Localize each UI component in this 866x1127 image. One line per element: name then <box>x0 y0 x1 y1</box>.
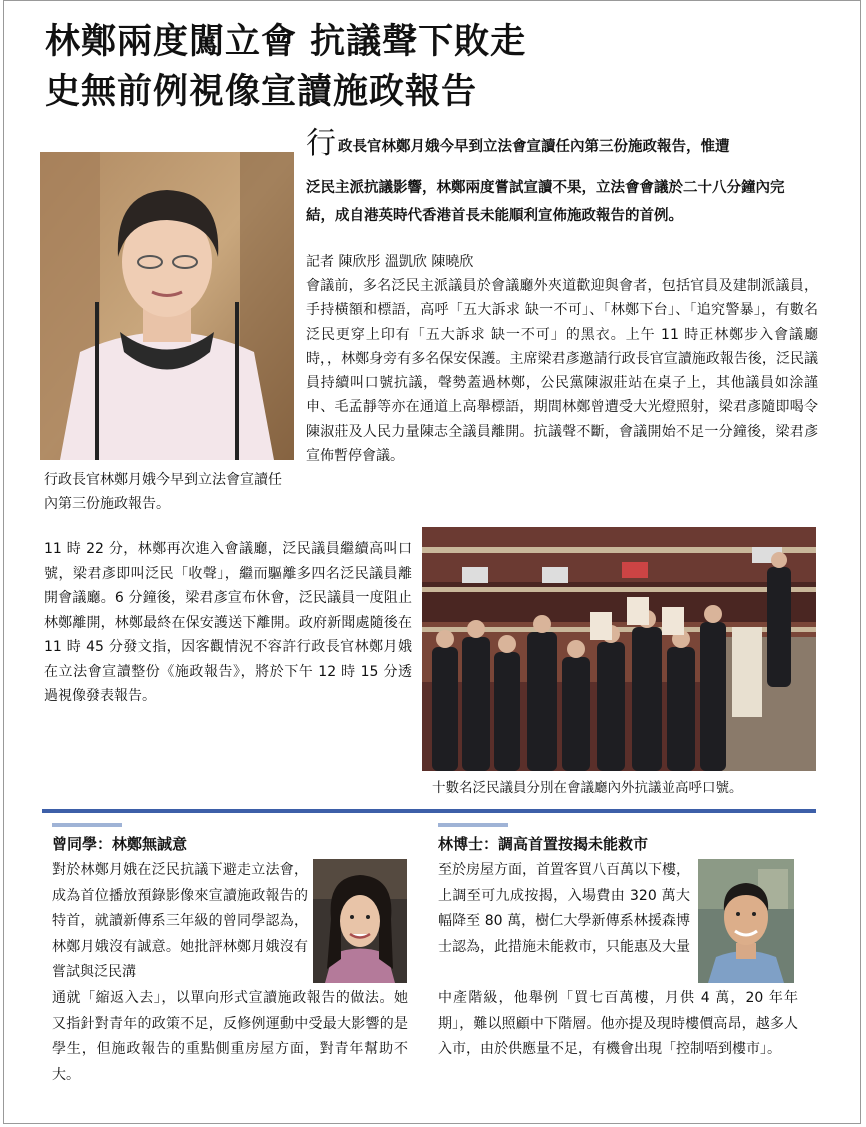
lead-line-1 <box>306 126 816 161</box>
lead-paragraph: 泛民主派抗議影響，林鄭兩度嘗試宣讀不果，立法會會議於二十八分鐘內完結，成自港英時代香港首長未能順利宣佈施政報告的首例。 <box>306 180 785 224</box>
right-column-tab <box>438 823 508 827</box>
body-paragraph-1: 會議前，多名泛民主派議員於會議廳外夾道歡迎與會者，包括官員及建制派議員，手持橫額和標語，高呼「五大訴求 缺一不可」、「林鄭下台」、「追究警暴」，有數名泛民更穿上印有「五大訴求 缺一不可」的黑衣。上午 11 時正林鄭步入會議廳時，，林鄭身旁有多名保安保護。主席梁君彥邀請行政長官宣讀施政報告後，泛民議員持續叫口號抗議，聲勢蓋過林鄭，公民黨陳淑莊站在桌子上，其他議員如涂謹申、毛孟靜等亦在通道上高舉標語，期間林鄭曾遭受大光燈照射，梁君彥隨即喝令陳淑莊及人民力量陳志全議員離開。抗議聲不斷，會議開始不足一分鐘後，梁君彥宣佈暫停會議。 <box>306 278 818 465</box>
headline-line-1: 林鄭兩度闖立會 抗議聲下敗走 <box>45 22 527 62</box>
photo-dr-lam <box>698 859 794 983</box>
caption-photo-1: 行政長官林鄭月娥今早到立法會宣讀任內第三份施政報告。 <box>44 472 282 512</box>
right-column-heading: 林博士：調高首置按揭未能救市 <box>438 835 649 853</box>
left-column-text-bottom: 通就「縮返入去」，以單向形式宣讀施政報告的做法。她又指針對青年的政策不足，反修例運動中受最大影響的是學生，但施政報告的重點側重房屋方面，對青年幫助不大。 <box>52 990 408 1083</box>
right-column-text-top: 至於房屋方面，首置客買八百萬以下樓，上調至可九成按揭，入場費由 320 萬大幅降至 80 萬，樹仁大學新傳系林援森博士認為，此措施未能救市，只能惠及大量 <box>438 862 690 955</box>
byline: 記者 陳欣彤 溫凱欣 陳曉欣 <box>306 254 474 270</box>
photo-chief-executive <box>40 152 294 460</box>
left-column-heading: 曾同學：林鄭無誠意 <box>52 835 188 853</box>
caption-photo-2: 十數名泛民議員分別在會議廳內外抗議並高呼口號。 <box>432 780 743 796</box>
photo-legco-protest-image <box>422 527 816 771</box>
right-column-text-bottom: 中產階級，他舉例「買七百萬樓，月供 4 萬，20 年年期」，難以照顧中下階層。他亦提及現時樓價高昂，越多人入市，由於供應量不足，有機會出現「控制唔到樓市」。 <box>438 990 798 1057</box>
lead-line-1-text: 政長官林鄭月娥今早到立法會宣讀任內第三份施政報告，惟遭 <box>338 139 730 155</box>
photo-student-tsang-image <box>313 859 407 983</box>
photo-student-tsang <box>313 859 407 983</box>
left-column-text-top: 對於林鄭月娥在泛民抗議下避走立法會，成為首位播放預錄影像來宣讀施政報告的特首，就讀新傳系三年級的曾同學認為，林鄭月娥沒有誠意。她批評林鄭月娥沒有嘗試與泛民溝 <box>52 862 308 980</box>
left-column-tab <box>52 823 122 827</box>
section-divider <box>42 809 816 813</box>
drop-cap: 行 <box>306 126 336 161</box>
body-paragraph-2: 11 時 22 分，林鄭再次進入會議廳，泛民議員繼續高叫口號，梁君彥即叫泛民「收聲」，繼而驅離多四名泛民議員離開會議廳。6 分鐘後，梁君彥宣布休會，泛民議員一度阻止林鄭離開，林鄭最終在保安護送下離開。政府新聞處隨後在 11 時 45 分發文指，因客觀情況不容許行政長官林鄭月娥在立法會宣讀整份《施政報告》，將於下午 12 時 15 分透過視像發表報告。 <box>44 541 412 704</box>
headline-line-2: 史無前例視像宣讀施政報告 <box>45 72 478 112</box>
photo-chief-executive-image <box>40 152 294 460</box>
photo-dr-lam-image <box>698 859 794 983</box>
photo-legco-protest <box>422 527 816 771</box>
